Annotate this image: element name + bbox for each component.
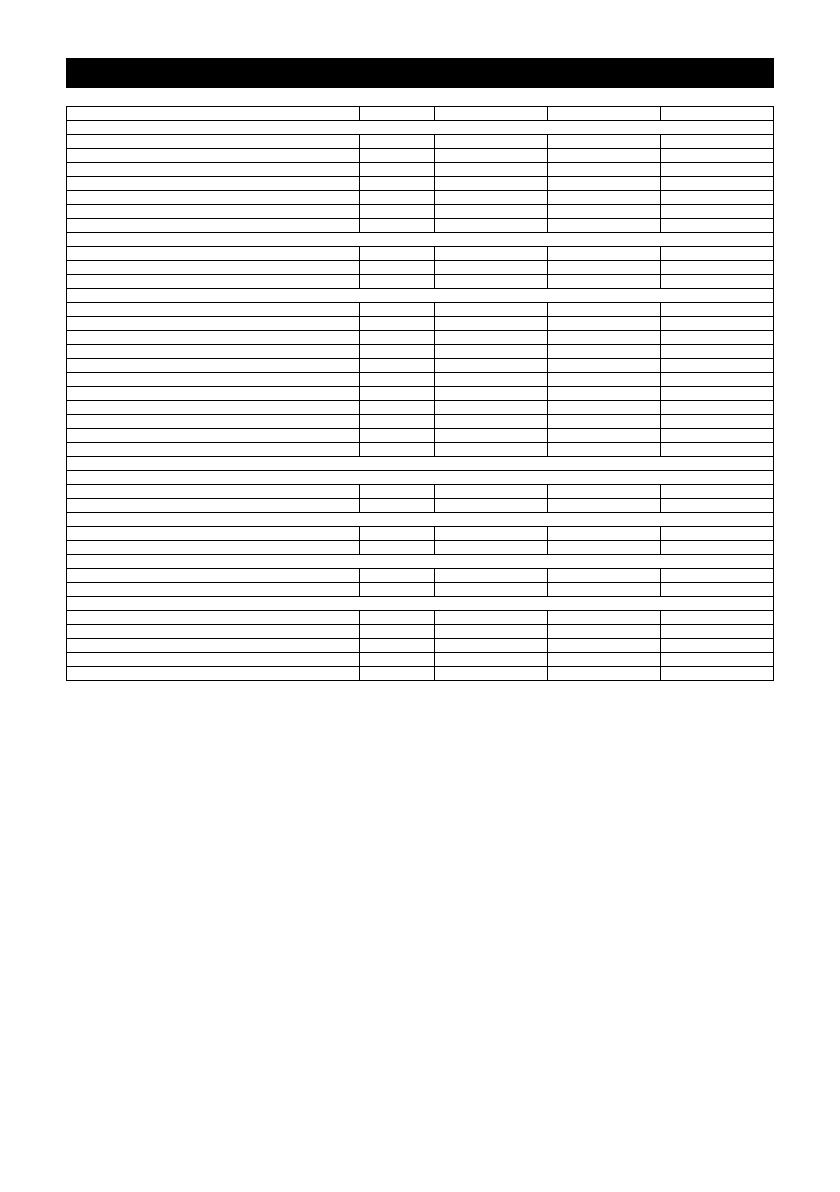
row-value-cell (660, 485, 773, 499)
row-value-cell (547, 261, 660, 275)
row-label-cell (67, 639, 360, 653)
row-label-cell (67, 611, 360, 625)
row-value-cell (359, 541, 434, 555)
table-row (67, 205, 774, 219)
row-value-cell (660, 247, 773, 261)
row-value-cell (660, 191, 773, 205)
row-value-cell (660, 415, 773, 429)
row-value-cell (660, 499, 773, 513)
table-row (67, 317, 774, 331)
row-label-cell (67, 667, 360, 681)
row-value-cell (547, 149, 660, 163)
row-label-cell (67, 625, 360, 639)
row-label-cell (67, 583, 360, 597)
table-row (67, 569, 774, 583)
row-value-cell (359, 205, 434, 219)
section-label (67, 289, 774, 303)
row-value-cell (434, 107, 547, 121)
row-label-cell (67, 247, 360, 261)
row-value-cell (547, 499, 660, 513)
row-label-cell (67, 359, 360, 373)
row-label-cell (67, 485, 360, 499)
row-value-cell (547, 485, 660, 499)
row-value-cell (660, 205, 773, 219)
row-value-cell (359, 163, 434, 177)
row-value-cell (359, 569, 434, 583)
row-value-cell (660, 107, 773, 121)
table-row (67, 429, 774, 443)
row-value-cell (660, 583, 773, 597)
row-value-cell (660, 639, 773, 653)
row-value-cell (547, 415, 660, 429)
table-row (67, 261, 774, 275)
row-value-cell (434, 345, 547, 359)
table-row (67, 149, 774, 163)
section-label (67, 233, 774, 247)
row-value-cell (359, 415, 434, 429)
row-label-cell (67, 527, 360, 541)
row-value-cell (434, 583, 547, 597)
row-label-cell (67, 443, 360, 457)
row-value-cell (434, 261, 547, 275)
table-row (67, 527, 774, 541)
table-section-row (67, 289, 774, 303)
section-label (67, 513, 774, 527)
row-value-cell (359, 611, 434, 625)
row-value-cell (547, 443, 660, 457)
row-label-cell (67, 429, 360, 443)
row-label-cell (67, 387, 360, 401)
row-value-cell (434, 541, 547, 555)
row-label-cell (67, 499, 360, 513)
row-value-cell (359, 443, 434, 457)
row-value-cell (359, 177, 434, 191)
row-value-cell (359, 135, 434, 149)
row-label-cell (67, 373, 360, 387)
data-table (66, 106, 774, 681)
row-value-cell (434, 373, 547, 387)
row-label-cell (67, 541, 360, 555)
row-value-cell (359, 303, 434, 317)
section-label (67, 597, 774, 611)
table-header-row (67, 107, 774, 121)
row-value-cell (547, 191, 660, 205)
row-value-cell (547, 583, 660, 597)
row-value-cell (359, 149, 434, 163)
row-value-cell (547, 373, 660, 387)
row-value-cell (660, 135, 773, 149)
row-value-cell (359, 583, 434, 597)
section-label (67, 555, 774, 569)
row-value-cell (434, 443, 547, 457)
row-value-cell (660, 303, 773, 317)
row-value-cell (547, 653, 660, 667)
table-section-row (67, 471, 774, 485)
row-value-cell (359, 373, 434, 387)
row-value-cell (359, 653, 434, 667)
table-row (67, 373, 774, 387)
row-label-cell (67, 317, 360, 331)
table-row (67, 163, 774, 177)
row-value-cell (547, 625, 660, 639)
row-value-cell (547, 345, 660, 359)
table-row (67, 345, 774, 359)
row-value-cell (660, 177, 773, 191)
row-label-cell (67, 205, 360, 219)
row-value-cell (547, 639, 660, 653)
row-value-cell (660, 373, 773, 387)
row-value-cell (359, 345, 434, 359)
table-row (67, 275, 774, 289)
table-row (67, 485, 774, 499)
row-value-cell (359, 359, 434, 373)
row-value-cell (434, 639, 547, 653)
row-value-cell (660, 653, 773, 667)
row-value-cell (359, 625, 434, 639)
row-value-cell (359, 261, 434, 275)
table-row (67, 443, 774, 457)
row-value-cell (660, 401, 773, 415)
table-row (67, 667, 774, 681)
table-row (67, 303, 774, 317)
row-value-cell (547, 359, 660, 373)
row-value-cell (359, 317, 434, 331)
row-label-cell (67, 107, 360, 121)
row-value-cell (434, 191, 547, 205)
row-value-cell (434, 611, 547, 625)
row-value-cell (359, 191, 434, 205)
row-value-cell (660, 625, 773, 639)
row-value-cell (547, 275, 660, 289)
row-value-cell (547, 331, 660, 345)
row-value-cell (660, 387, 773, 401)
row-value-cell (434, 667, 547, 681)
row-value-cell (434, 359, 547, 373)
row-value-cell (547, 163, 660, 177)
table-row (67, 401, 774, 415)
table-row (67, 219, 774, 233)
row-value-cell (359, 247, 434, 261)
row-value-cell (547, 317, 660, 331)
section-label (67, 471, 774, 485)
row-value-cell (547, 107, 660, 121)
row-label-cell (67, 191, 360, 205)
table-row (67, 541, 774, 555)
row-value-cell (359, 219, 434, 233)
row-label-cell (67, 653, 360, 667)
row-value-cell (660, 359, 773, 373)
row-label-cell (67, 303, 360, 317)
table-row (67, 331, 774, 345)
row-label-cell (67, 415, 360, 429)
row-value-cell (434, 569, 547, 583)
section-label (67, 457, 774, 471)
table-row (67, 247, 774, 261)
row-label-cell (67, 345, 360, 359)
row-label-cell (67, 275, 360, 289)
row-value-cell (547, 667, 660, 681)
row-value-cell (547, 401, 660, 415)
table-row (67, 499, 774, 513)
table-row (67, 639, 774, 653)
table-row (67, 583, 774, 597)
row-value-cell (660, 541, 773, 555)
row-value-cell (434, 205, 547, 219)
row-value-cell (434, 317, 547, 331)
table-row (67, 177, 774, 191)
table-row (67, 415, 774, 429)
table-section-row (67, 233, 774, 247)
row-value-cell (434, 401, 547, 415)
row-value-cell (547, 541, 660, 555)
row-value-cell (660, 275, 773, 289)
row-value-cell (359, 331, 434, 345)
row-value-cell (434, 527, 547, 541)
document-header-bar (66, 58, 774, 88)
row-value-cell (660, 163, 773, 177)
table-row (67, 625, 774, 639)
row-value-cell (660, 261, 773, 275)
row-value-cell (547, 429, 660, 443)
table-row (67, 611, 774, 625)
row-value-cell (434, 177, 547, 191)
row-label-cell (67, 331, 360, 345)
table-row (67, 191, 774, 205)
row-label-cell (67, 177, 360, 191)
row-value-cell (434, 415, 547, 429)
row-label-cell (67, 149, 360, 163)
row-value-cell (547, 177, 660, 191)
table-section-row (67, 555, 774, 569)
row-value-cell (660, 611, 773, 625)
table-body (67, 107, 774, 681)
row-value-cell (660, 569, 773, 583)
table-section-row (67, 457, 774, 471)
row-value-cell (660, 331, 773, 345)
row-value-cell (434, 485, 547, 499)
row-value-cell (547, 387, 660, 401)
table-row (67, 653, 774, 667)
row-value-cell (660, 429, 773, 443)
row-value-cell (434, 247, 547, 261)
row-value-cell (547, 527, 660, 541)
row-value-cell (434, 429, 547, 443)
row-value-cell (359, 387, 434, 401)
table-section-row (67, 121, 774, 135)
row-value-cell (359, 107, 434, 121)
row-value-cell (359, 485, 434, 499)
row-value-cell (359, 401, 434, 415)
section-label (67, 121, 774, 135)
row-value-cell (547, 135, 660, 149)
row-value-cell (547, 303, 660, 317)
row-value-cell (359, 639, 434, 653)
table-row (67, 135, 774, 149)
row-value-cell (359, 527, 434, 541)
row-value-cell (434, 653, 547, 667)
row-value-cell (434, 499, 547, 513)
row-value-cell (660, 345, 773, 359)
row-value-cell (434, 163, 547, 177)
row-value-cell (547, 569, 660, 583)
row-label-cell (67, 219, 360, 233)
row-label-cell (67, 135, 360, 149)
row-value-cell (547, 247, 660, 261)
row-label-cell (67, 569, 360, 583)
row-label-cell (67, 261, 360, 275)
row-value-cell (359, 667, 434, 681)
row-value-cell (547, 219, 660, 233)
row-value-cell (434, 387, 547, 401)
row-value-cell (434, 303, 547, 317)
table-row (67, 387, 774, 401)
row-value-cell (434, 625, 547, 639)
row-value-cell (660, 527, 773, 541)
row-value-cell (660, 317, 773, 331)
table-section-row (67, 597, 774, 611)
row-label-cell (67, 401, 360, 415)
row-label-cell (67, 163, 360, 177)
table-row (67, 359, 774, 373)
row-value-cell (547, 611, 660, 625)
table-section-row (67, 513, 774, 527)
row-value-cell (359, 499, 434, 513)
row-value-cell (660, 443, 773, 457)
row-value-cell (359, 429, 434, 443)
row-value-cell (434, 135, 547, 149)
row-value-cell (434, 275, 547, 289)
row-value-cell (660, 219, 773, 233)
row-value-cell (434, 219, 547, 233)
row-value-cell (547, 205, 660, 219)
row-value-cell (434, 331, 547, 345)
row-value-cell (434, 149, 547, 163)
row-value-cell (359, 275, 434, 289)
row-value-cell (660, 149, 773, 163)
row-value-cell (660, 667, 773, 681)
